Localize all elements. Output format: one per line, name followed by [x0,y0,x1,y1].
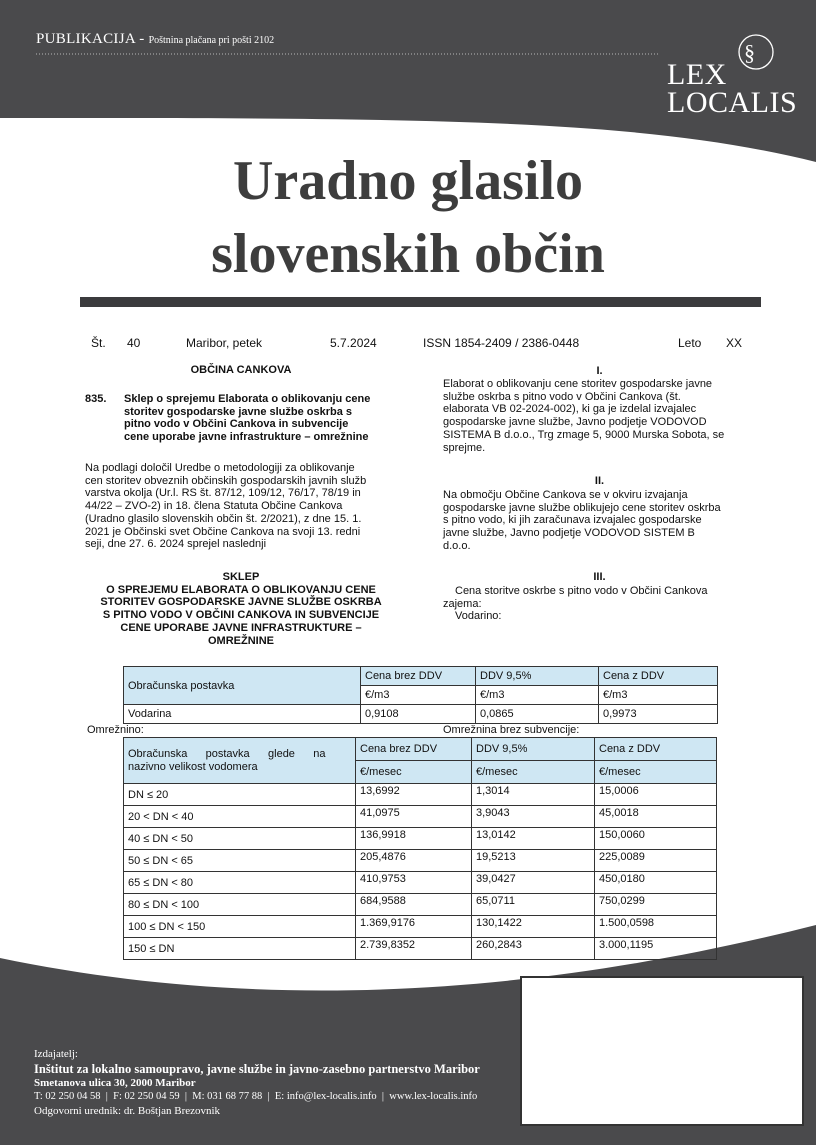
decision-line: CENE UPORABE JAVNE INFRASTRUKTURE – [120,621,362,634]
network-fee-table [123,737,717,960]
table-cell: 225,0089 [595,850,717,872]
act-title-line: Sklep o sprejemu Elaborata o oblikovanju cene [124,393,371,405]
publication-title: PUBLIKACIJA [36,31,136,47]
decision-line: O SPREJEMU ELABORATA O OBLIKOVANJU CENE [106,583,376,596]
municipality-heading: OBČINA CANKOVA [190,364,292,376]
preamble-line: cen storitev obveznih občinskih gospodarskih javnih služb [85,474,367,487]
table-row-label: 50 ≤ DN < 65 [124,850,356,872]
title-rule [80,297,761,307]
table-row [124,894,717,916]
table-cell: 205,4876 [356,850,472,872]
decision-line: STORITEV GOSPODARSKE JAVNE SLUŽBE OSKRBA [100,596,382,609]
preamble-line: (Uradno glasilo slovenskih občin št. 2/2021), z dne 15. 1. [85,512,362,525]
section-line: d.o.o. [443,539,471,552]
table-column-header: Cena z DDV [599,667,718,686]
issue-year: XX [726,336,743,350]
publication-label [36,31,274,48]
section-2-text [443,489,756,553]
section-line: gospodarske javne službe, Javno podjetje VODOVOD [443,416,707,429]
section-line: SISTEMA B d.o.o., Trg zmage 5, 9000 Murska Sobota, se [443,428,725,441]
publisher-label: Izdajatelj: [34,1048,78,1060]
section-numeral-2: II. [594,475,605,487]
table-cell: 410,9753 [356,872,472,894]
table-row-label: 65 ≤ DN < 80 [124,872,356,894]
decision-word: SKLEP [222,571,260,583]
subvention-label: Omrežnina brez subvencije: [443,724,580,736]
table-cell: 13,0142 [472,828,595,850]
table-cell: 684,9588 [356,894,472,916]
issue-issn: ISSN 1854-2409 / 2386-0448 [423,336,580,350]
issue-place-day: Maribor, petek [186,336,263,350]
page-title-line2: slovenskih občin [211,223,605,285]
preamble-line: 44/22 – ZVO-2) in 18. člena Statuta Občine Cankova [85,500,343,513]
table-cell: 41,0975 [356,806,472,828]
table-row-label: 20 < DN < 40 [124,806,356,828]
section-line: elaborata VB 02-2024-002), ki ga je izdelal izvajalec [443,403,697,416]
table-cell: 1.500,0598 [595,916,717,938]
table-column-header: Cena brez DDV [361,667,476,686]
section-line: službe oskrba s pitno vodo v Občini Cankova (št. [443,390,681,403]
postage-note: Poštnina plačana pri pošti 2102 [148,35,275,46]
act-title-line: pitno vodo v Občini Cankova in subvencije [124,418,349,431]
table-unit-cell: €/m3 [361,686,476,705]
publication-dash: - [139,31,145,47]
section-line: Elaborat o oblikovanju cene storitev gospodarske javne [443,378,713,390]
table-row [124,828,717,850]
table-cell: 15,0006 [595,784,717,806]
table-cell: 136,9918 [356,828,472,850]
act-title-line: storitev gospodarske javne službe oskrba s [124,405,353,418]
publisher-address: Smetanova ulica 30, 2000 Maribor [34,1077,196,1089]
table-row-label: Vodarina [124,705,361,724]
table-row [124,806,717,828]
section-line: Cena storitve oskrbe s pitno vodo v Občini Cankova [455,585,708,597]
decision-heading [85,571,397,647]
table-row [124,938,717,960]
section-sign-icon: § [744,40,755,65]
table-column-header: Cena z DDV [595,738,717,761]
responsible-editor: Odgovorni urednik: dr. Boštjan Brezovnik [34,1105,221,1117]
publisher-contacts: T: 02 250 04 58 | F: 02 250 04 59 | M: 031 68 77 88 | E: info@lex-localis.info | www.lex-localis.info [34,1091,478,1102]
table-cell: 750,0299 [595,894,717,916]
table-cell: 39,0427 [472,872,595,894]
issue-date: 5.7.2024 [330,336,377,350]
table-column-header [124,738,356,784]
table-column-header: Cena brez DDV [356,738,472,761]
table-unit-cell: €/mesec [472,761,595,784]
issue-year-label: Leto [678,336,702,350]
table-row-label: 100 ≤ DN < 150 [124,916,356,938]
table-cell: 0,9108 [361,705,476,724]
preamble-line: varstva okolja (Ur.l. RS št. 87/12, 109/12, 76/17, 78/19 in [85,487,361,500]
table-cell: 260,2843 [472,938,595,960]
section-line: s pitno vodo, ki jih zaračunava izvajalec gospodarske [443,514,702,527]
table-header-row [124,667,718,686]
table-header-row [124,738,717,761]
table-row-label: DN ≤ 20 [124,784,356,806]
table-row [124,784,717,806]
section-line: zajema: [443,597,482,610]
section-1-text [443,378,756,454]
table-cell: 3,9043 [472,806,595,828]
table-cell: 450,0180 [595,872,717,894]
preamble [85,462,397,551]
table-unit-cell: €/m3 [476,686,599,705]
table-row [124,850,717,872]
preamble-line: Na podlagi določil Uredbe o metodologiji za oblikovanje [85,462,355,474]
logo-lex: LEX [667,58,727,91]
issue-number: 40 [127,336,141,350]
table-cell: 2.739,8352 [356,938,472,960]
act-title [124,393,397,444]
table-row-label: 40 ≤ DN < 50 [124,828,356,850]
table-row [124,872,717,894]
publisher-name: Inštitut za lokalno samoupravo, javne službe in javno-zasebno partnerstvo Maribor [34,1062,480,1076]
table-cell: 1,3014 [472,784,595,806]
table-column-header: Obračunska postavka [124,667,361,705]
table-row [124,705,718,724]
stamp-box [520,976,804,1126]
act-number: 835. [85,393,107,405]
decision-line: S PITNO VODO V OBČINI CANKOVA IN SUBVENCIJE [102,609,380,622]
preamble-line: 2021 je Občinski svet Občine Cankova na svoji 13. redni [85,525,361,538]
issue-number-label: Št. [91,336,106,350]
table-column-header: DDV 9,5% [476,667,599,686]
table-cell: 3.000,1195 [595,938,717,960]
act-title-line: cene uporabe javne infrastrukture – omrežnine [124,431,369,444]
table-header-line: Obračunska postavka glede na [128,747,326,760]
table-cell: 150,0060 [595,828,717,850]
section-line: sprejme. [443,441,486,454]
section-line: gospodarske javne službe oblikujejo cene storitev oskrba [443,501,721,514]
table-cell: 130,1422 [472,916,595,938]
table-cell: 0,9973 [599,705,718,724]
logo-localis: LOCALIS [667,86,798,119]
decision-line: OMREŽNINE [208,634,274,647]
section-numeral-3: III. [593,571,606,583]
page-title-line1: Uradno glasilo [232,150,584,212]
omreznina-label: Omrežnino: [87,724,144,736]
table-cell: 1.369,9176 [356,916,472,938]
table-unit-cell: €/mesec [595,761,717,784]
table-cell: 0,0865 [476,705,599,724]
section-line: Vodarino: [455,610,502,623]
preamble-line: seji, dne 27. 6. 2024 sprejel naslednji [85,538,267,551]
table-unit-cell: €/m3 [599,686,718,705]
section-3-text [443,585,756,623]
table-row [124,916,717,938]
section-line: Na območju Občine Cankova se v okviru izvajanja [443,489,688,501]
water-price-table [123,666,718,724]
table-cell: 13,6992 [356,784,472,806]
table-row-label: 150 ≤ DN [124,938,356,960]
table-row-label: 80 ≤ DN < 100 [124,894,356,916]
section-line: javne službe, Javno podjetje VODOVOD SISTEM B [443,527,695,540]
table-unit-cell: €/mesec [356,761,472,784]
table-cell: 19,5213 [472,850,595,872]
table-cell: 45,0018 [595,806,717,828]
section-numeral-1: I. [596,365,603,377]
table-header-line: nazivno velikost vodomera [128,760,258,773]
table-cell: 65,0711 [472,894,595,916]
table-column-header: DDV 9,5% [472,738,595,761]
